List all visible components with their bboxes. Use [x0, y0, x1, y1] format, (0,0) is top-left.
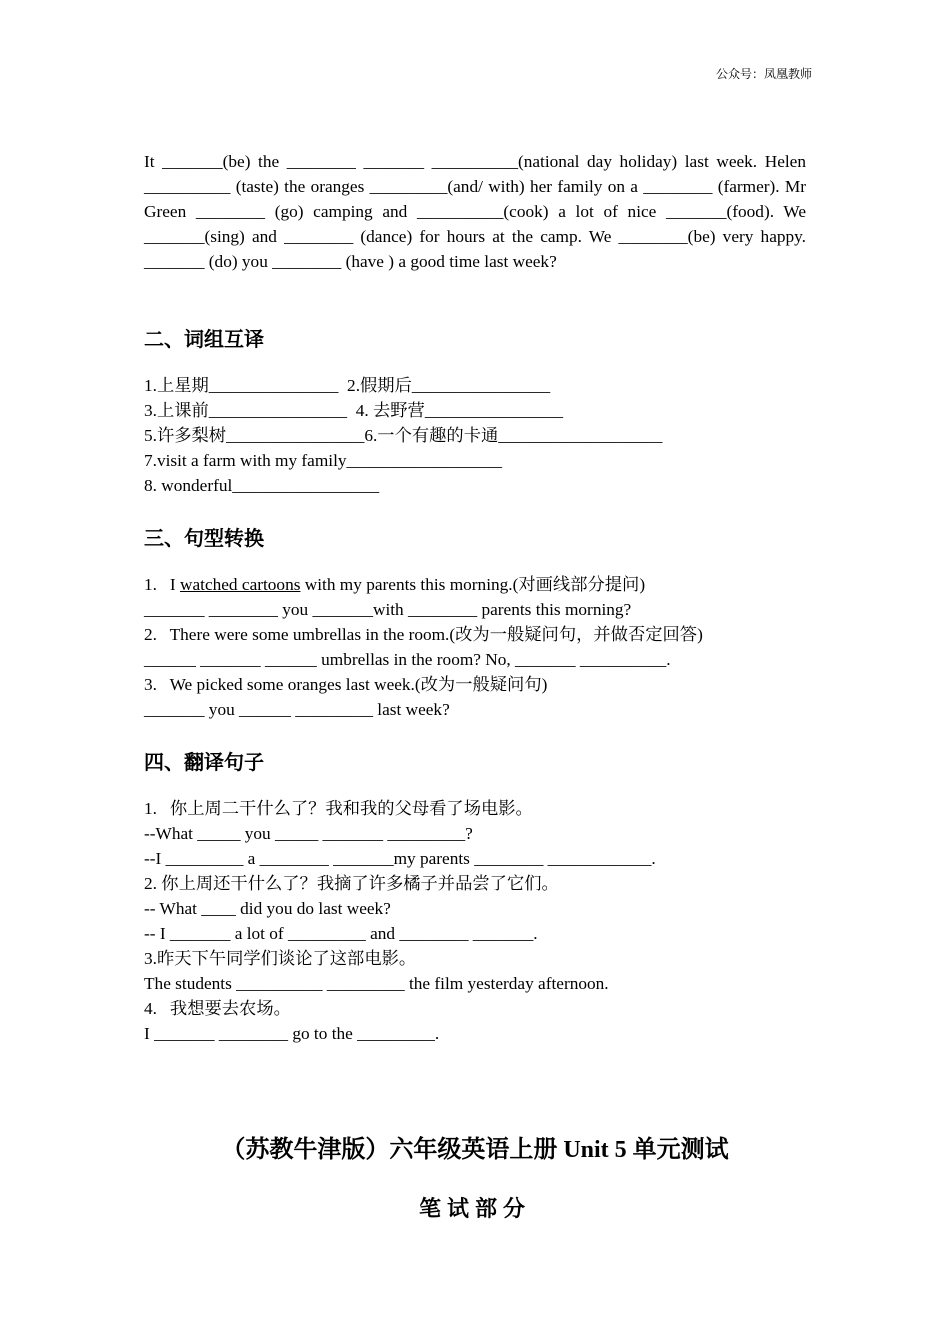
passage-text: It _______(be) the ________ _______ __________(national day holiday) last week. Helen __________ (taste) the oranges _________(and/ with) her family on a ________ (farmer). Mr Green ________ (go) camping and __________(cook) a lot of nice _______(food). We _______(sing) and ________ (dance) for hours at the camp. We ________(be) very happy. _______ (do) you ________ (have ) a good time last week? [144, 152, 806, 271]
section3-line: _______ ________ you _______with ________ parents this morning? [144, 600, 632, 619]
section4-line: 1. 你上周二干什么了？我和我的父母看了场电影。 [144, 799, 533, 818]
section4-line: 2. 你上周还干什么了？我摘了许多橘子并品尝了它们。 [144, 874, 559, 893]
section4-line: --What _____ you _____ _______ _________? [144, 824, 473, 843]
section4-line: -- What ____ did you do last week? [144, 899, 391, 918]
section3-line: _______ you ______ _________ last week? [144, 700, 450, 719]
section2-line: 3.上课前________________ 4. 去野营________________ [144, 401, 564, 420]
q1-prefix: 1. I [144, 575, 180, 594]
section4-line: The students __________ _________ the film yesterday afternoon. [144, 974, 609, 993]
section3-question-1 [144, 572, 824, 597]
test-subtitle: 笔试部分 [418, 1196, 531, 1221]
q1-underlined: watched cartoons [180, 575, 301, 594]
section2-title: 二、词组互译 [144, 327, 264, 351]
section2-line: 1.上星期_______________ 2.假期后________________ [144, 376, 551, 395]
section4-line: --I _________ a ________ _______my parents ________ ____________. [144, 849, 656, 868]
section4-line: I _______ ________ go to the _________. [144, 1024, 440, 1043]
section4-line: 3.昨天下午同学们谈论了这部电影。 [144, 949, 417, 968]
section4-line: 4. 我想要去农场。 [144, 999, 291, 1018]
q1-suffix: with my parents this morning.(对画线部分提问) [300, 575, 646, 594]
section3-line: 2. There were some umbrellas in the room.(改为一般疑问句，并做否定回答) [144, 625, 703, 644]
section4-title: 四、翻译句子 [144, 750, 264, 774]
section2-line: 5.许多梨树________________6.一个有趣的卡通___________________ [144, 426, 663, 445]
section2-line: 7.visit a farm with my family__________________ [144, 451, 503, 470]
section3-line: ______ _______ ______ umbrellas in the room? No, _______ __________. [144, 650, 671, 669]
section4-lines [144, 796, 824, 1046]
section4-line: -- I _______ a lot of _________ and ________ _______. [144, 924, 538, 943]
section3-lines [144, 572, 824, 722]
test-title: （苏教牛津版）六年级英语上册 Unit 5 单元测试 [221, 1137, 729, 1163]
section3-title: 三、句型转换 [144, 526, 264, 550]
section2-line: 8. wonderful_________________ [144, 476, 380, 495]
header-watermark: 公众号：凤凰教师 [715, 67, 812, 81]
section2-lines [144, 373, 824, 498]
section3-line: 3. We picked some oranges last week.(改为一般疑问句) [144, 675, 548, 694]
